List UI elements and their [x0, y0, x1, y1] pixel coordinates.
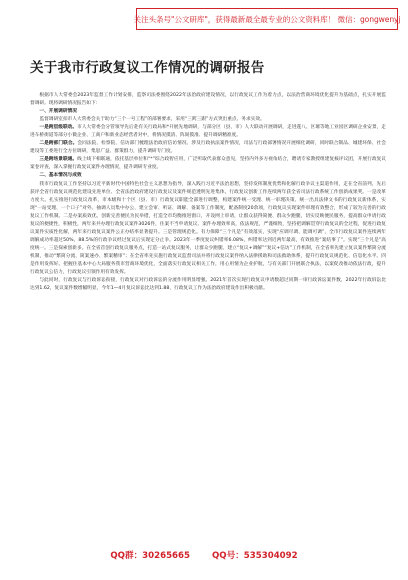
- body-paragraph: [30, 140, 386, 156]
- body-paragraph: [30, 181, 386, 278]
- document-body: [30, 92, 386, 293]
- body-paragraph: [30, 92, 386, 108]
- paragraph-text: 线上线下相联通，依托基层单位和“*”综合政智应用，广泛听取代表群众意见，坚持内外多方视角结合，聘请专家教授组建复核评议团，开展行政复议案卷评查，深入掌握行政复议案件办理情况，提升调研专业度。: [30, 157, 386, 171]
- paragraph-text: 与此同时，行政复议与行政诉讼衔接，行政复议对行政诉讼的分流作用明显增强。2021年首次实现行政复议申请数超过同期一审行政诉讼案件数，2022年行政诉讼比达到1.62，复议案件数增幅明显，今年1—4月复议诉讼比达到1.88，行政复议工作为法治政府建设作出积极贡献。: [30, 278, 386, 292]
- section-heading: [30, 108, 386, 116]
- paragraph-text: 一、开展调研情况: [39, 109, 77, 115]
- paragraph-text: 市人大常委会分管领导先后赴有关行政局和*开展先地调研，与部分区（县、市）人大联动开展调研，走进遂八、区璀等地工业园区调研企业安景，走进车桥街道等部分小微企业、工商户和新业态经营者对中，将情况摸清、阵间摸准、提升调研精准度。: [30, 125, 386, 139]
- body-paragraph: [30, 116, 386, 124]
- paragraph-lead: 二是跨部门联合。: [39, 141, 78, 147]
- body-paragraph: [30, 277, 386, 293]
- paragraph-lead: 三是跨场景联通。: [39, 157, 78, 163]
- paragraph-lead: 一是跨层级联动。: [39, 125, 78, 131]
- top-banner: [0, 0, 408, 44]
- paragraph-text: 二、基本情况与成效: [39, 173, 82, 179]
- paragraph-text: 会同法院、检察院、信访部门梳理法治政府信访情况、涉及行政执法案件情况，司法与行政部署情况开展细化调研，同时联合制品、城建环保、社会建设等工委进行全方位调研，集思广益、群策群力，提升调研专门度。: [30, 141, 386, 155]
- document-title: 关于我市行政复议工作情况的调研报告: [30, 60, 265, 76]
- paragraph-text: 监督调研室扣市人大常委会关于助力“三个一号工程”的部署要求，采用“三跨三跟”方式突出重点、务求实效。: [39, 117, 265, 123]
- qq-number-text: QQ号：535304092: [212, 551, 298, 561]
- contact-footer: [0, 549, 408, 565]
- promo-banner-text: 关注头条号"公文研库"，获得最新最全最专业的公文资料库！ 微信：gongwenyj: [133, 14, 401, 24]
- paragraph-text: 我市行政复议工作坚持以习近平新时代中国特色社会主义思想为指导，深入践行习近平法治思想，坚持发挥制度优势和化解行政争议主渠道作用，走在全省前列，先后获评全省行政复议规范化建设先进单位、全省法治政府建设行政复议及案件规范透明先进集体，行政复议创新工作连续两年获全省司法行政系统工作创新成果奖。一是改革力度大。扎实推进行政复议改革，市本级和十个区（县、市）行政复议职能全部进行调整，构建案件统一受理、统一审理决策、统一出具法律文书的行政复议新体系，实现“一站受理、一个口子”对外。抽调人员集中办公，建立会审、听证、调解、备案等工作制度，配备制度20余项，行政复议实现案件审理有效整合，形成了较为完善的行政复议工作机制。二是办案质效优。创新完善便民为民举措，打造全市均衡推进窗口，开设网上审请，让群众获得简便、群众少跑腿，切实反映便民服务，提高群众申请行政复议的便捷性，积极性，两年来共办理行政复议案件3026件，住案不当申请复议、案件办理效率高，依法规范，严谨细致，坚持把调解贯穿行政复议的全过程，促进行政复议案件实质性化解，两年来行政复议案件公正办结率显著提升。三是管理规范化。有力保障“三个凡是”有效落实，实现“应调尽调、能调可调”，全市行政复议案件连续两年调解成功率超过50%，88.5%的行政争议经过复议后实现定分止争。2023年一季度复议纠错率6.08%，纠错率达到近两年最高，有效推进“案结事了”。实现“三个凡是”高度统一。三是探索创新多。在全省首创行政复议服务点，打造一站式复议服务，让群众少跑腿、建立“复议+调解”“复议+信访”工作机制，在全省率先建立复议案件繁简分流机制，推动“繁简分流、简案速办、繁案精审”；在全省率先实施行政复议监督司法并将行政复议案件纳入法律援助和司法救助体系，提升行政复议规范化、信息化水平。四是作用发挥好。把握住基本中心大局服务我市营商环境优化，全面落实行政复议相关工作，用心用情为企业护航，与有关部门开展联合执法，以案促改推动依法行政，提升行政复议公信力，行政复议引领作用有效发挥。: [30, 181, 386, 276]
- paragraph-text: 根据市人大常委会2023年监督工作计划安排，监察司法委围绕2022年法治政府建设情况，以行政复议工作为着力点，以法治营商环境优化提升为基础点，扎实开展监督调研。现将调研情况报告如下：: [30, 93, 386, 107]
- section-heading: [30, 172, 386, 180]
- body-paragraph: [30, 156, 386, 172]
- body-paragraph: [30, 124, 386, 140]
- promo-banner-box: [133, 8, 401, 30]
- qq-group-text: QQ群：30265665: [110, 551, 190, 561]
